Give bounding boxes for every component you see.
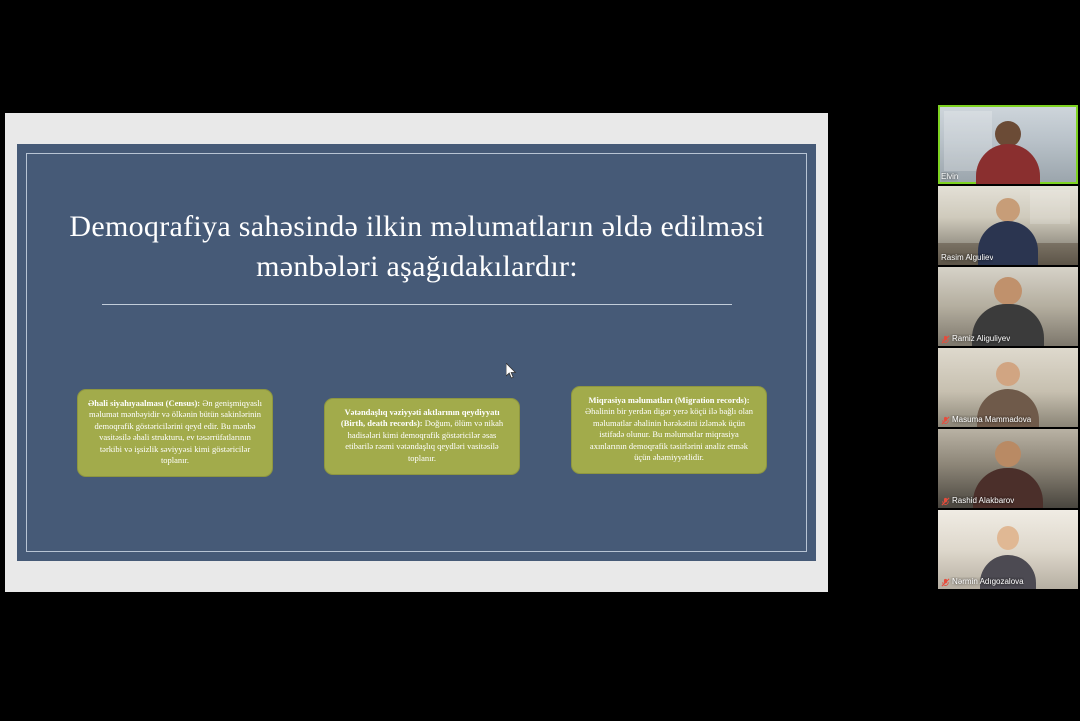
- slide-card-body: Əhalinin bir yerdən digər yerə köçü ilə bağlı olan məlumatlar əhalinin hərəkətini izləmək üçün istifadə olunur. Bu məlumatlar miqrasiya axınlarının demoqrafik təsirlərini analiz etmək üçün əhəmiyyətlidir.: [584, 406, 754, 463]
- avatar: [996, 198, 1020, 222]
- microphone-muted-icon: [941, 497, 950, 506]
- participant-name: [941, 577, 1024, 587]
- participant-name-label: Masuma Mammadova: [952, 415, 1032, 424]
- slide-card: [571, 386, 767, 474]
- slide-title: Demoqrafiya sahəsində ilkin məlumatların əldə edilməsi mənbələri aşağıdakılardır:: [69, 210, 765, 283]
- microphone-muted-icon: [941, 578, 950, 587]
- participant-name: [941, 334, 1010, 344]
- slide-card-lead: Əhali siyahıyaalması (Census):: [88, 398, 201, 408]
- participant-tile[interactable]: [938, 510, 1078, 589]
- participant-name-label: Nərmin Adıgozalova: [952, 577, 1024, 586]
- presentation-frame: [5, 113, 828, 592]
- participant-name-label: Ramiz Aliguliyev: [952, 334, 1011, 343]
- participant-tile[interactable]: [938, 186, 1078, 265]
- slide-card-group: [77, 389, 767, 477]
- participant-tile[interactable]: [938, 267, 1078, 346]
- avatar: [995, 441, 1021, 467]
- participant-tile[interactable]: [938, 429, 1078, 508]
- participant-name: [941, 172, 958, 182]
- microphone-muted-icon: [941, 335, 950, 344]
- slide-card: [324, 398, 520, 475]
- participant-name-label: Rashid Alakbarov: [952, 496, 1015, 505]
- avatar: [997, 526, 1019, 550]
- avatar: [994, 277, 1022, 305]
- participant-name: [941, 496, 1014, 506]
- slide-card-body: Doğum, ölüm və nikah hadisələri kimi demoqrafik göstəricilər əsas etibarilə rəsmi vətəndaşlıq qeydləri vasitəsilə toplanır.: [345, 418, 504, 463]
- participant-name-label: Rasim Alguliev: [941, 253, 994, 262]
- participant-filmstrip[interactable]: [936, 0, 1080, 721]
- slide-title-divider: [102, 304, 732, 305]
- slide-card: [77, 389, 273, 477]
- participant-name-label: Elvin: [941, 172, 959, 181]
- participant-name: [941, 415, 1031, 425]
- slide-card-body: Ən genişmiqyaslı məlumat mənbəyidir və ölkənin bütün sakinlərinin demoqrafik göstəricilərini qeyd edir. Bu mənbə vasitəsilə əhali strukturu, ev təsərrüfatlarının tərkibi və işsizlik səviyyəsi kimi göstəricilər toplanır.: [88, 398, 262, 466]
- slide-card-lead: Vətəndaşlıq vəziyyəti aktlarının qeydiyyatı (Birth, death records):: [340, 407, 500, 429]
- microphone-muted-icon: [941, 416, 950, 425]
- participant-tile[interactable]: [938, 105, 1078, 184]
- background-decor: [1030, 190, 1070, 224]
- avatar: [996, 362, 1020, 386]
- participant-tile[interactable]: [938, 348, 1078, 427]
- slide-card-lead: Miqrasiya məlumatları (Migration records):: [588, 395, 750, 405]
- participant-name: [941, 253, 993, 263]
- presentation-slide: [17, 144, 816, 561]
